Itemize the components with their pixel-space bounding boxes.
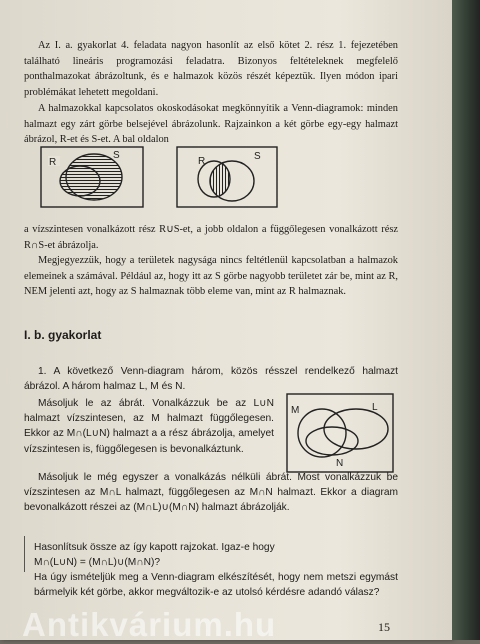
label-s: S: [254, 151, 261, 162]
label-s: S: [113, 150, 120, 161]
venn-union-figure: [40, 146, 144, 208]
exercise-step-1: Másoljuk le az ábrát. Vonalkázzuk be az L∪N halmazt vízszintesen, az M halmazt függőlegesen. Ekkor az M∩(L∪N) halmazt a a rész ábrázolja, amelyet vízszintesen is, függőlegesen is bevonalkáztunk.: [24, 398, 274, 455]
venn-intersection-figure: [176, 146, 278, 208]
label-r: R: [49, 157, 57, 168]
set-n-curve: [306, 427, 358, 455]
label-n: N: [336, 458, 344, 469]
page-number: 15: [378, 620, 390, 634]
exercise-final-question: Ha úgy ismételjük meg a Venn-diagram elkészítését, hogy nem metszi egymást bármelyik két görbe, akkor megváltozik-e az utolsó kérdésre adandó válasz?: [34, 572, 398, 599]
paragraph-venn-intro: A halmazokkal kapcsolatos okoskodásokat megkönnyítik a Venn-diagramok: minden halmazt egy zárt görbe belsejével ábrázolunk. Rajzainkon a két görbe egy-egy halmazt ábrázol, R-et és S-et. A bal oldalon: [24, 103, 398, 146]
comparison-question: Hasonlítsuk össze az így kapott rajzokat. Igaz-e hogy: [34, 542, 275, 553]
callout-bracket: [24, 536, 28, 572]
set-m-curve: [298, 409, 346, 457]
exercise-intro: 1. A következő Venn-diagram három, közös résszel rendelkező halmazt ábrázol. A három halmaz L, M és N.: [24, 366, 398, 393]
label-m: M: [291, 405, 300, 416]
paragraph-area-note: Megjegyezzük, hogy a területek nagysága nincs feltétlenül kapcsolatban a halmazok elemeinek a számával. Például az, hogy itt az S görbe nagyobb területet zár be, mint az R, NEM jelenti azt, hogy az S halmaznak több eleme van, mint az R halmaznak.: [24, 255, 398, 298]
label-r: R: [198, 156, 206, 167]
venn-three-sets-figure: [286, 393, 394, 473]
set-r-curve: [60, 166, 100, 196]
set-l-curve: [324, 409, 388, 449]
exercise-step-2: Másoljuk le még egyszer a vonalkázás nélküli ábrát. Most vonalkázzuk be vízszintesen az M∩L halmazt, függőlegesen az M∩N halmazt. Ekkor a diagram bevonalkázott részei az (M∩L)∪(M∩N) halmazt ábrázolják.: [24, 472, 398, 514]
section-heading: I. b. gyakorlat: [24, 328, 102, 342]
paragraph-figure-caption: a vízszintesen vonalkázott rész R∪S-et, a jobb oldalon a függőlegesen vonalkázott rész R∩S-et ábrázolja.: [24, 224, 398, 251]
paragraph-intro: Az I. a. gyakorlat 4. feladata nagyon hasonlít az első kötet 2. rész 1. fejezetében található lineáris programozási feladatra. Bizonyos feltételeknek megfelelő ponthalmazokat ábrázoltunk, és e halmazok közös részét képeztük. Ilyen módon ipari problémákat lehetett megoldani.: [24, 40, 398, 99]
label-l: L: [372, 402, 378, 413]
comparison-formula: M∩(L∪N) = (M∩L)∪(M∩N)?: [34, 557, 161, 568]
watermark-logo: Antikvárium.hu: [22, 606, 277, 643]
book-spine: [452, 0, 480, 640]
